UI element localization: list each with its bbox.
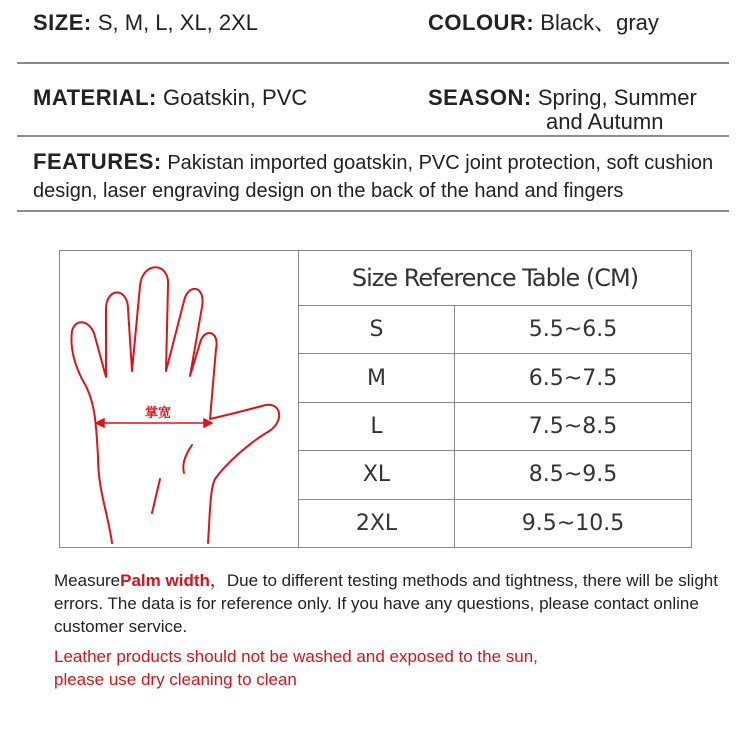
note-prefix: Measure [54, 571, 121, 590]
spec-season-value-2: and Autumn [546, 109, 664, 134]
table-row [299, 499, 691, 547]
care-warning-line-1: Leather products should not be washed and exposed to the sun, [54, 647, 538, 666]
spec-size-label: SIZE: [33, 10, 92, 35]
size-reference-table [299, 251, 691, 547]
care-warning-line-2: please use dry cleaning to clean [54, 670, 297, 689]
size-chart-panel [59, 250, 692, 548]
table-row [299, 354, 691, 402]
spec-season [428, 86, 697, 134]
care-warning [54, 645, 724, 691]
range-cell: 6.5~7.5 [455, 354, 692, 402]
size-cell: 2XL [299, 499, 455, 547]
table-row [299, 306, 691, 354]
size-cell: L [299, 402, 455, 450]
spec-features [33, 148, 733, 205]
spec-season-label: SEASON: [428, 85, 532, 110]
spec-colour-value: Black、gray [540, 10, 659, 35]
divider [17, 62, 729, 64]
spec-features-value: Pakistan imported goatskin, PVC joint protection, soft cushion design, laser engraving design on the back of the hand and fingers [33, 152, 714, 202]
palm-width-label: 掌宽 [144, 406, 172, 421]
palm-crease [183, 445, 192, 473]
spec-material-value: Goatskin, PVC [162, 85, 308, 110]
hand-outline-icon [60, 251, 298, 547]
table-title: Size Reference Table (CM) [299, 251, 691, 306]
hand-outline [71, 267, 279, 543]
palm-crease [152, 479, 160, 513]
spec-size [33, 11, 258, 35]
range-cell: 5.5~6.5 [455, 306, 692, 354]
divider [17, 135, 729, 137]
table-header-row [299, 251, 691, 306]
spec-colour-label: COLOUR: [428, 10, 535, 35]
range-cell: 7.5~8.5 [455, 402, 692, 450]
hand-diagram-cell [60, 251, 299, 547]
range-cell: 8.5~9.5 [455, 451, 692, 499]
spec-season-value-1: Spring, Summer [537, 85, 697, 110]
table-row [299, 451, 691, 499]
spec-features-label: FEATURES: [33, 149, 162, 174]
note-rest: ，Due to different testing methods and tightness, there will be slight errors. The data is for reference only. If you have any questions, please contact online customer service. [54, 571, 718, 636]
measurement-note [54, 569, 724, 638]
spec-material-label: MATERIAL: [33, 85, 157, 110]
spec-colour [428, 11, 659, 35]
size-cell: S [299, 306, 455, 354]
spec-size-value: S, M, L, XL, 2XL [97, 10, 259, 35]
divider [17, 210, 729, 212]
size-cell: M [299, 354, 455, 402]
size-cell: XL [299, 451, 455, 499]
table-row [299, 402, 691, 450]
spec-material [33, 86, 307, 110]
note-highlight: Palm width [120, 571, 210, 590]
range-cell: 9.5~10.5 [455, 499, 692, 547]
